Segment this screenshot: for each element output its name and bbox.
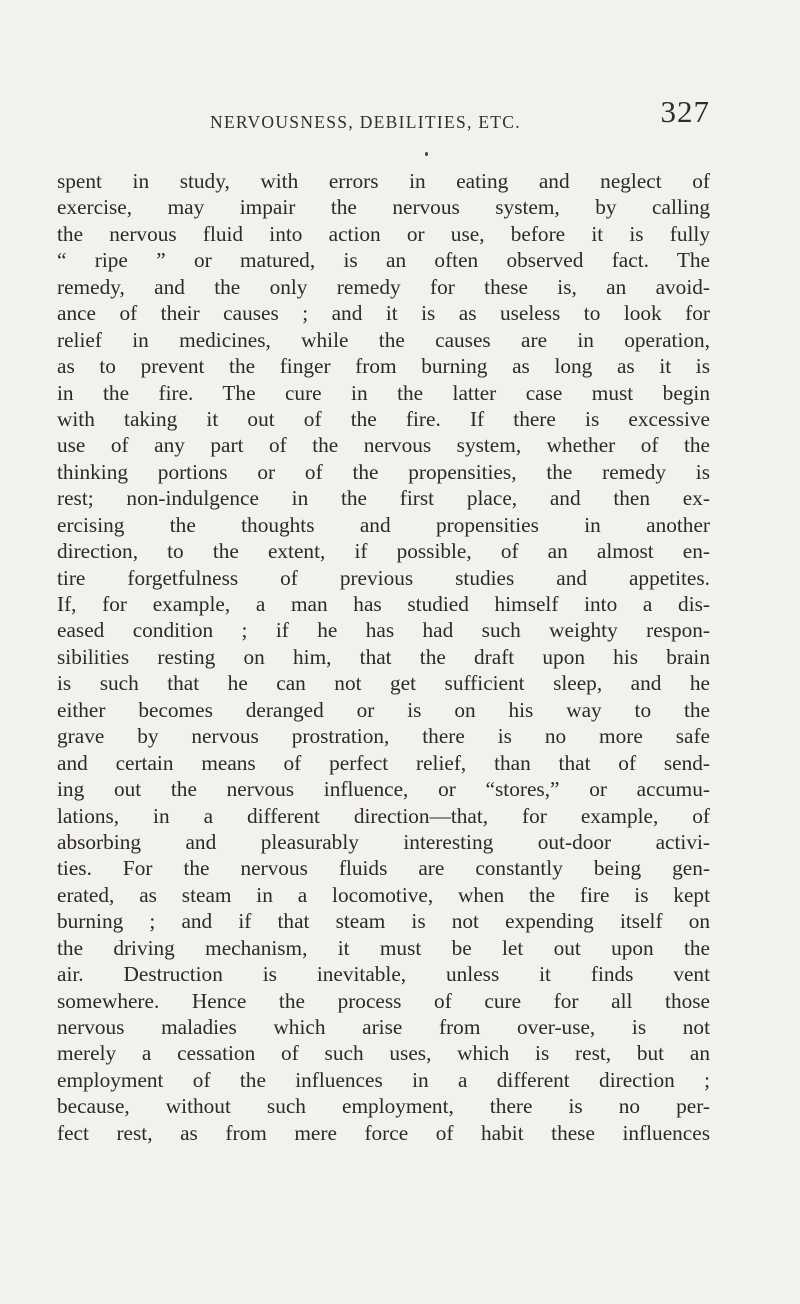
text-line: merely a cessation of such uses, which is rest, but an <box>57 1041 710 1066</box>
print-speck <box>425 152 428 156</box>
text-line: use of any part of the nervous system, whether of the <box>57 433 710 458</box>
text-line: the nervous fluid into action or use, before it is fully <box>57 221 710 246</box>
text-line: ance of their causes ; and it is as useless to look for <box>57 301 710 326</box>
text-line: exercise, may impair the nervous system, by calling <box>57 195 710 220</box>
text-line: is such that he can not get sufficient sleep, and he <box>57 671 710 696</box>
text-line: in the fire. The cure in the latter case must begin <box>57 380 710 405</box>
text-line: If, for example, a man has studied himself into a dis- <box>57 592 710 616</box>
text-line: nervous maladies which arise from over-use, is not <box>57 1015 710 1039</box>
text-line: employment of the influences in a different direction ; <box>57 1067 710 1092</box>
text-line: with taking it out of the fire. If there is excessive <box>57 406 710 431</box>
text-line: thinking portions or of the propensities, the remedy is <box>57 459 710 484</box>
text-line: air. Destruction is inevitable, unless it finds vent <box>57 962 710 987</box>
text-line: absorbing and pleasurably interesting out-door activi- <box>57 829 710 854</box>
text-line: tire forgetfulness of previous studies and appetites. <box>57 565 710 590</box>
text-line: rest; non-indulgence in the first place, and then ex- <box>57 486 710 511</box>
text-line: somewhere. Hence the process of cure for all those <box>57 988 710 1013</box>
text-line: ing out the nervous influence, or “stores,” or accumu- <box>57 777 710 802</box>
text-line: ties. For the nervous fluids are constantly being gen- <box>57 856 710 881</box>
text-line: as to prevent the finger from burning as long as it is <box>57 354 710 379</box>
text-line: burning ; and if that steam is not expending itself on <box>57 909 710 934</box>
running-head <box>210 94 710 140</box>
text-line: remedy, and the only remedy for these is, an avoid- <box>57 274 710 299</box>
text-line: “ ripe ” or matured, is an often observed fact. The <box>57 248 710 273</box>
text-line: fect rest, as from mere force of habit these influences <box>57 1120 710 1145</box>
running-title: NERVOUSNESS, DEBILITIES, ETC. <box>210 112 521 132</box>
page-number: 327 <box>660 94 710 129</box>
text-line: spent in study, with errors in eating and neglect of <box>57 169 710 193</box>
text-line: because, without such employment, there is no per- <box>57 1094 710 1119</box>
text-line: ercising the thoughts and propensities in another <box>57 512 710 537</box>
text-line: and certain means of perfect relief, than that of send- <box>57 750 710 775</box>
text-line: lations, in a different direction—that, for example, of <box>57 803 710 828</box>
text-line: sibilities resting on him, that the draft upon his brain <box>57 644 710 669</box>
text-line: grave by nervous prostration, there is no more safe <box>57 724 710 749</box>
text-line: either becomes deranged or is on his way to the <box>57 697 710 722</box>
text-line: erated, as steam in a locomotive, when the fire is kept <box>57 882 710 907</box>
body-text <box>57 168 710 1146</box>
text-line: relief in medicines, while the causes are in operation, <box>57 327 710 352</box>
text-line: the driving mechanism, it must be let out upon the <box>57 935 710 960</box>
text-line: direction, to the extent, if possible, of an almost en- <box>57 539 710 564</box>
text-line: eased condition ; if he has had such weighty respon- <box>57 618 710 643</box>
